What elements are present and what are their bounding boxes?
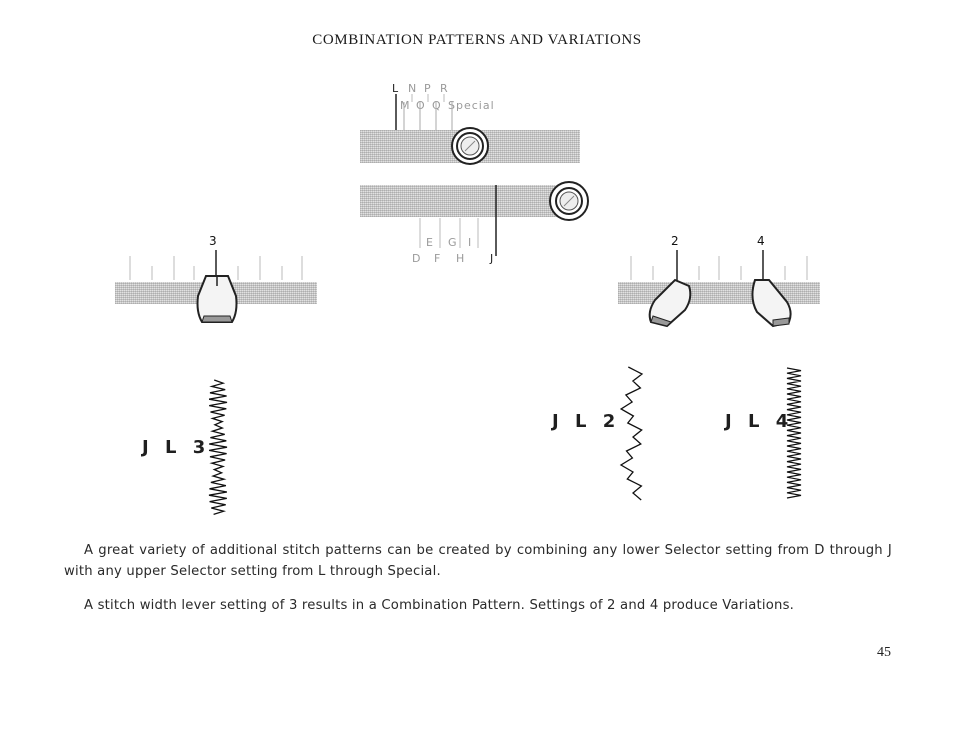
stitch-label-jl4: J L 4 — [725, 411, 794, 432]
lower-selector-label-e: E — [426, 236, 434, 249]
lower-selector — [360, 180, 600, 270]
paragraph-1-text: A great variety of additional stitch patterns can be created by combining any lower Selector setting from D through J with any upper Selector setting from L through Special. — [64, 543, 892, 579]
page-title: COMBINATION PATTERNS AND VARIATIONS — [312, 32, 642, 48]
lower-selector-label-g: G — [448, 236, 458, 249]
upper-selector — [360, 82, 580, 172]
width-lever-right-handle-4-icon[interactable] — [743, 276, 799, 332]
page-number: 45 — [877, 645, 891, 660]
width-lever-right — [615, 232, 825, 342]
stitch-label-jl3: J L 3 — [142, 437, 211, 458]
stitch-pattern-jl4 — [780, 366, 810, 502]
stitch-label-jl2: J L 2 — [552, 411, 621, 432]
width-lever-right-handle-2-icon[interactable] — [645, 276, 701, 332]
upper-selector-label-r: R — [440, 82, 449, 95]
paragraph-2 — [64, 595, 892, 616]
paragraph-2-text: A stitch width lever setting of 3 results in a Combination Pattern. Settings of 2 and 4 produce Variations. — [84, 598, 795, 613]
width-lever-right-setting-2-label: 2 — [671, 234, 679, 248]
upper-selector-label-m: M — [400, 99, 411, 112]
paragraph-1 — [64, 540, 892, 582]
lower-selector-label-h: H — [456, 252, 466, 265]
width-lever-left — [112, 232, 322, 332]
lower-selector-label-f: F — [434, 252, 442, 265]
lower-selector-label-i: I — [468, 236, 473, 249]
lower-selector-label-j: J — [490, 252, 495, 265]
upper-selector-label-n: N — [408, 82, 418, 95]
lower-selector-knob-icon[interactable] — [548, 180, 590, 222]
width-lever-left-setting-label: 3 — [209, 234, 217, 248]
stitch-pattern-jl2 — [612, 365, 652, 507]
width-lever-left-handle-icon[interactable] — [192, 272, 242, 328]
width-lever-right-setting-4-label: 4 — [757, 234, 765, 248]
upper-selector-label-q: Q — [432, 99, 442, 112]
stitch-pattern-jl3 — [200, 378, 240, 518]
upper-selector-label-l: L — [392, 82, 400, 95]
upper-selector-label-special: Special — [448, 99, 495, 112]
lower-selector-label-d: D — [412, 252, 422, 265]
upper-selector-knob-icon[interactable] — [450, 126, 490, 166]
upper-selector-label-p: P — [424, 82, 432, 95]
upper-selector-label-o: O — [416, 99, 426, 112]
